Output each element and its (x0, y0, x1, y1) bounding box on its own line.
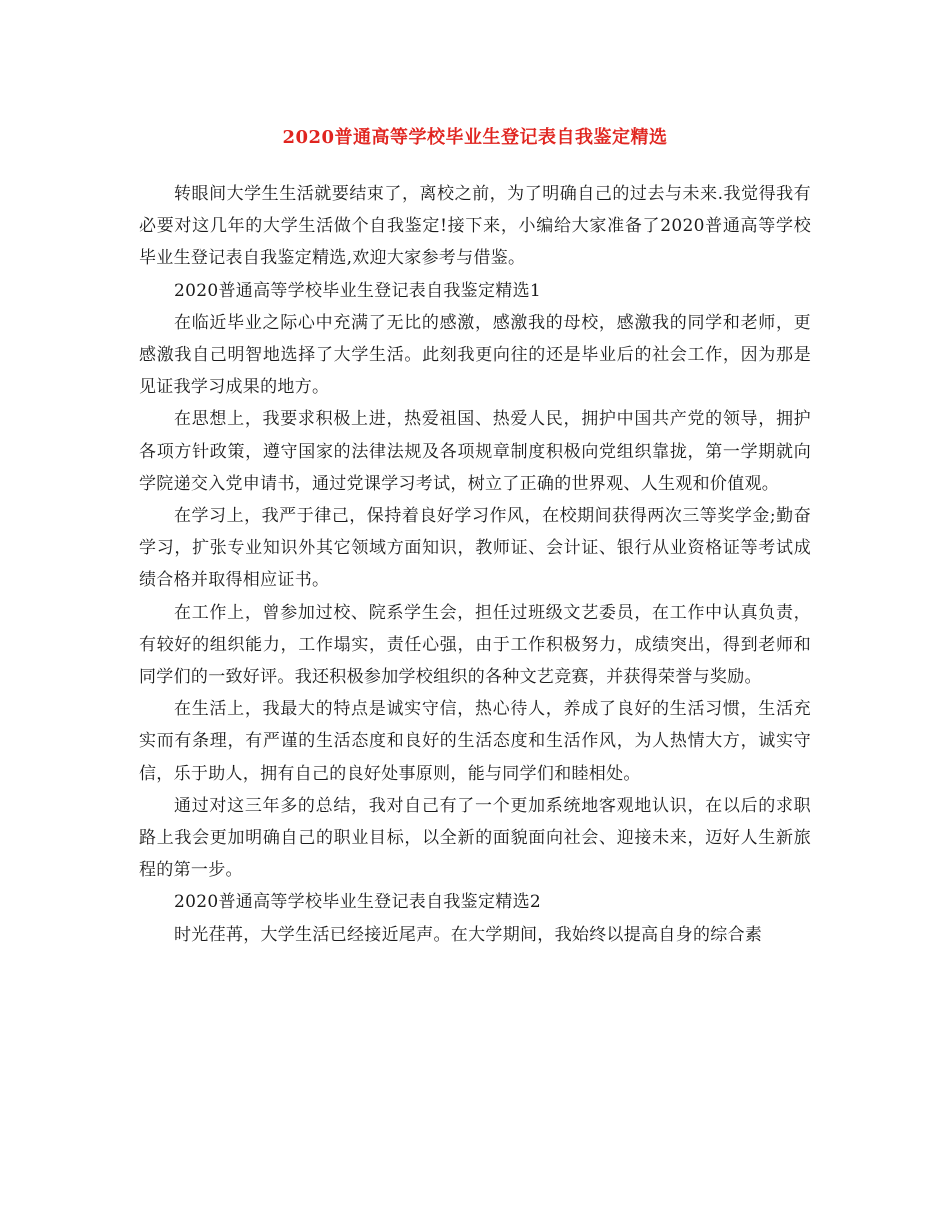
document-body (139, 178, 811, 951)
intro-paragraph: 转眼间大学生生活就要结束了，离校之前，为了明确自己的过去与未来.我觉得我有必要对这几年的大学生活做个自我鉴定!接下来，小编给大家准备了2020普通高等学校毕业生登记表自我鉴定精选,欢迎大家参考与借鉴。 (139, 184, 811, 269)
document-title: 2020普通高等学校毕业生登记表自我鉴定精选 (282, 127, 668, 148)
body-paragraph: 在工作上，曾参加过校、院系学生会，担任过班级文艺委员，在工作中认真负责，有较好的组织能力，工作塌实，责任心强，由于工作积极努力，成绩突出，得到老师和同学们的一致好评。我还积极参加学校组织的各种文艺竞赛，并获得荣誉与奖励。 (139, 602, 811, 688)
body-paragraph: 在生活上，我最大的特点是诚实守信，热心待人，养成了良好的生活习惯，生活充实而有条理，有严谨的生活态度和良好的生活态度和生活作风，为人热情大方，诚实守信，乐于助人，拥有自己的良好处事原则，能与同学们和睦相处。 (139, 699, 811, 784)
section-heading-2: 2020普通高等学校毕业生登记表自我鉴定精选2 (174, 892, 541, 913)
body-paragraph: 在思想上，我要求积极上进，热爱祖国、热爱人民，拥护中国共产党的领导，拥护各项方针政策，遵守国家的法律法规及各项规章制度积极向党组织靠拢，第一学期就向学院递交入党申请书，通过党课学习考试，树立了正确的世界观、人生观和价值观。 (139, 409, 811, 494)
body-paragraph: 通过对这三年多的总结，我对自己有了一个更加系统地客观地认识，在以后的求职路上我会更加明确自己的职业目标，以全新的面貌面向社会、迎接未来，迈好人生新旅程的第一步。 (139, 795, 811, 881)
section-heading-1: 2020普通高等学校毕业生登记表自我鉴定精选1 (174, 280, 541, 301)
body-paragraph: 时光荏苒，大学生活已经接近尾声。在大学期间，我始终以提高自身的综合素 (174, 924, 763, 945)
body-paragraph: 在学习上，我严于律己，保持着良好学习作风，在校期间获得两次三等奖学金;勤奋学习，扩张专业知识外其它领域方面知识，教师证、会计证、银行从业资格证等考试成绩合格并取得相应证书。 (139, 506, 811, 591)
body-paragraph: 在临近毕业之际心中充满了无比的感激，感激我的母校，感激我的同学和老师，更感激我自己明智地选择了大学生活。此刻我更向往的还是毕业后的社会工作，因为那是见证我学习成果的地方。 (139, 312, 811, 398)
